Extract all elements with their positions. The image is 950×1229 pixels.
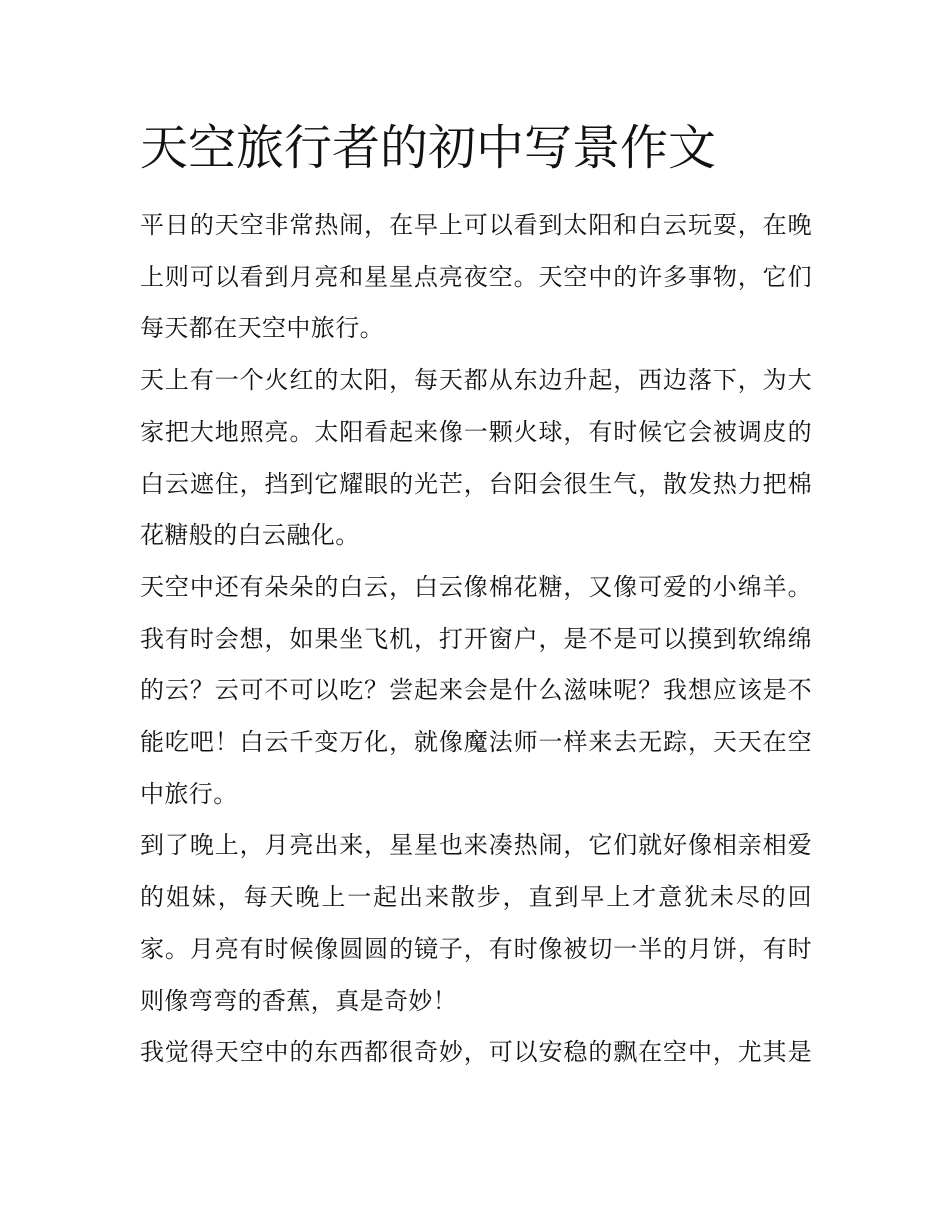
text-line: 家把大地照亮。太阳看起来像一颗火球，有时候它会被调皮的: [140, 417, 812, 446]
text-line: 天空中还有朵朵的白云，白云像棉花糖，又像可爱的小绵羊。: [140, 572, 812, 601]
text-line: 每天都在天空中旅行。: [140, 314, 384, 343]
paragraph-4: [140, 820, 812, 1027]
paragraph-2: [140, 355, 812, 562]
text-line: 家。月亮有时候像圆圆的镜子，有时像被切一半的月饼，有时: [140, 934, 812, 963]
text-line: 白云遮住，挡到它耀眼的光芒，台阳会很生气，散发热力把棉: [140, 469, 812, 498]
essay-title: 天空旅行者的初中写景作文: [140, 120, 717, 176]
essay-body: [140, 200, 812, 1079]
text-line: 我有时会想，如果坐飞机，打开窗户，是不是可以摸到软绵绵: [140, 624, 812, 653]
text-line: 我觉得天空中的东西都很奇妙，可以安稳的飘在空中，尤其是: [140, 1038, 812, 1067]
text-line: 上则可以看到月亮和星星点亮夜空。天空中的许多事物，它们: [140, 262, 812, 291]
text-line: 能吃吧！白云千变万化，就像魔法师一样来去无踪，天天在空: [140, 728, 812, 757]
text-line: 天上有一个火红的太阳，每天都从东边升起，西边落下，为大: [140, 366, 812, 395]
paragraph-5: [140, 1027, 812, 1079]
text-line: 的云？云可不可以吃？尝起来会是什么滋味呢？我想应该是不: [140, 676, 812, 705]
text-line: 花糖般的白云融化。: [140, 521, 360, 550]
paragraph-1: [140, 200, 812, 355]
text-line: 到了晚上，月亮出来，星星也来凑热闹，它们就好像相亲相爱: [140, 831, 812, 860]
text-line: 则像弯弯的香蕉，真是奇妙！: [140, 986, 458, 1015]
paragraph-3: [140, 562, 812, 821]
text-line: 中旅行。: [140, 779, 238, 808]
text-line: 的姐妹，每天晚上一起出来散步，直到早上才意犹未尽的回: [140, 883, 812, 912]
text-line: 平日的天空非常热闹，在早上可以看到太阳和白云玩耍，在晚: [140, 211, 812, 239]
